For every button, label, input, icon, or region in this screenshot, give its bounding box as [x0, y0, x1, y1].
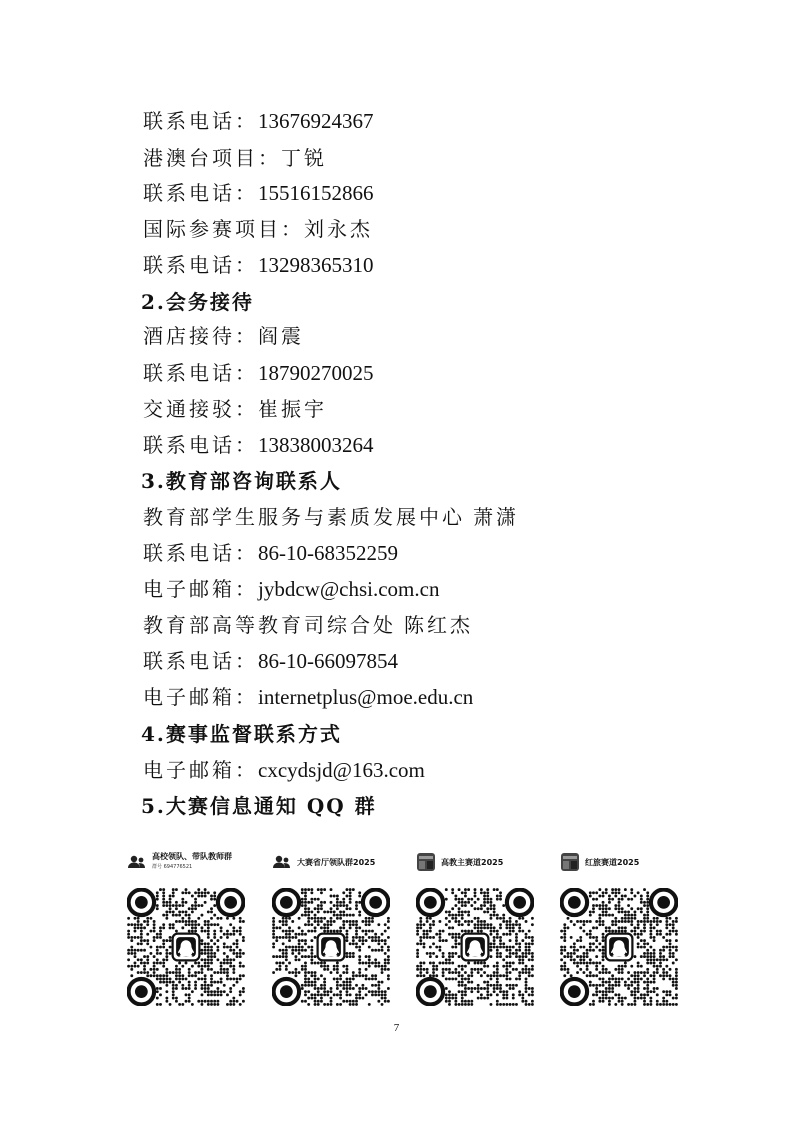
contact-line: [143, 613, 473, 637]
line-label: 联系电话：: [143, 433, 258, 457]
contact-line: [143, 541, 398, 565]
qq-group-name: 大赛省厅领队群2025: [297, 858, 376, 867]
line-value: 86-10-66097854: [258, 649, 398, 673]
page-number: 7: [393, 1022, 400, 1034]
line-label: 电子邮箱：: [143, 577, 258, 601]
qq-group-card: [272, 848, 402, 878]
group-avatar-icon: [416, 852, 436, 872]
contact-line: [143, 217, 373, 241]
line-value: 刘永杰: [304, 217, 373, 241]
contact-line: [143, 505, 519, 529]
line-value: 阎震: [258, 324, 304, 348]
line-value: 15516152866: [258, 181, 374, 205]
line-label: 联系电话：: [143, 361, 258, 385]
line-value: internetplus@moe.edu.cn: [258, 685, 474, 709]
qq-group-card: [127, 848, 257, 878]
qq-group-number: 群号 694776521: [152, 864, 193, 870]
line-label: 国际参赛项目：: [143, 217, 304, 241]
line-label: 联系电话：: [143, 181, 258, 205]
line-label: 教育部高等教育司综合处: [143, 613, 396, 637]
section-heading: 4.赛事监督联系方式: [141, 722, 342, 746]
line-label: 联系电话：: [143, 109, 258, 133]
group-avatar-icon: [560, 852, 580, 872]
contact-line: [143, 685, 473, 709]
line-label: 港澳台项目：: [143, 146, 281, 170]
contact-line: [143, 649, 398, 673]
qq-group-card: [416, 848, 546, 878]
qq-group-card: [560, 848, 690, 878]
contact-line: [143, 109, 374, 133]
section-heading: 5.大赛信息通知 QQ 群: [141, 794, 377, 818]
group-icon: [127, 852, 147, 872]
line-value: 陈红杰: [404, 613, 473, 637]
qr-code[interactable]: [272, 888, 390, 1006]
line-label: 酒店接待：: [143, 324, 258, 348]
qq-group-name: 高教主赛道2025: [441, 858, 504, 867]
line-label: 联系电话：: [143, 253, 258, 277]
qq-group-name: 高校领队、带队教师群: [152, 852, 232, 861]
qq-group-header: [272, 848, 402, 878]
line-value: 13298365310: [258, 253, 374, 277]
line-label: 电子邮箱：: [143, 758, 258, 782]
line-label: 联系电话：: [143, 649, 258, 673]
line-label: 联系电话：: [143, 541, 258, 565]
qr-code[interactable]: [560, 888, 678, 1006]
contact-line: [143, 758, 425, 782]
line-value: 萧潇: [473, 505, 519, 529]
qr-code[interactable]: [416, 888, 534, 1006]
contact-line: [143, 577, 439, 601]
line-value: 13676924367: [258, 109, 374, 133]
section-heading: 2.会务接待: [141, 290, 254, 314]
line-value: 86-10-68352259: [258, 541, 398, 565]
contact-line: [143, 397, 327, 421]
line-value: 18790270025: [258, 361, 374, 385]
contact-line: [143, 361, 374, 385]
qq-group-header: [560, 848, 690, 878]
qq-group-name: 红旅赛道2025: [585, 858, 640, 867]
line-value: cxcydsjd@163.com: [258, 758, 425, 782]
qr-code[interactable]: [127, 888, 245, 1006]
line-label: 交通接驳：: [143, 397, 258, 421]
line-value: 丁锐: [281, 146, 327, 170]
line-value: 13838003264: [258, 433, 374, 457]
line-label: 电子邮箱：: [143, 685, 258, 709]
section-heading: 3.教育部咨询联系人: [141, 469, 342, 493]
line-value: 崔振宇: [258, 397, 327, 421]
qq-group-header: [416, 848, 546, 878]
contact-line: [143, 324, 304, 348]
contact-line: [143, 181, 374, 205]
qq-group-header: [127, 848, 257, 878]
contact-line: [143, 253, 374, 277]
contact-line: [143, 433, 374, 457]
line-value: jybdcw@chsi.com.cn: [258, 577, 440, 601]
contact-line: [143, 146, 327, 170]
line-label: 教育部学生服务与素质发展中心: [143, 505, 465, 529]
group-icon: [272, 852, 292, 872]
